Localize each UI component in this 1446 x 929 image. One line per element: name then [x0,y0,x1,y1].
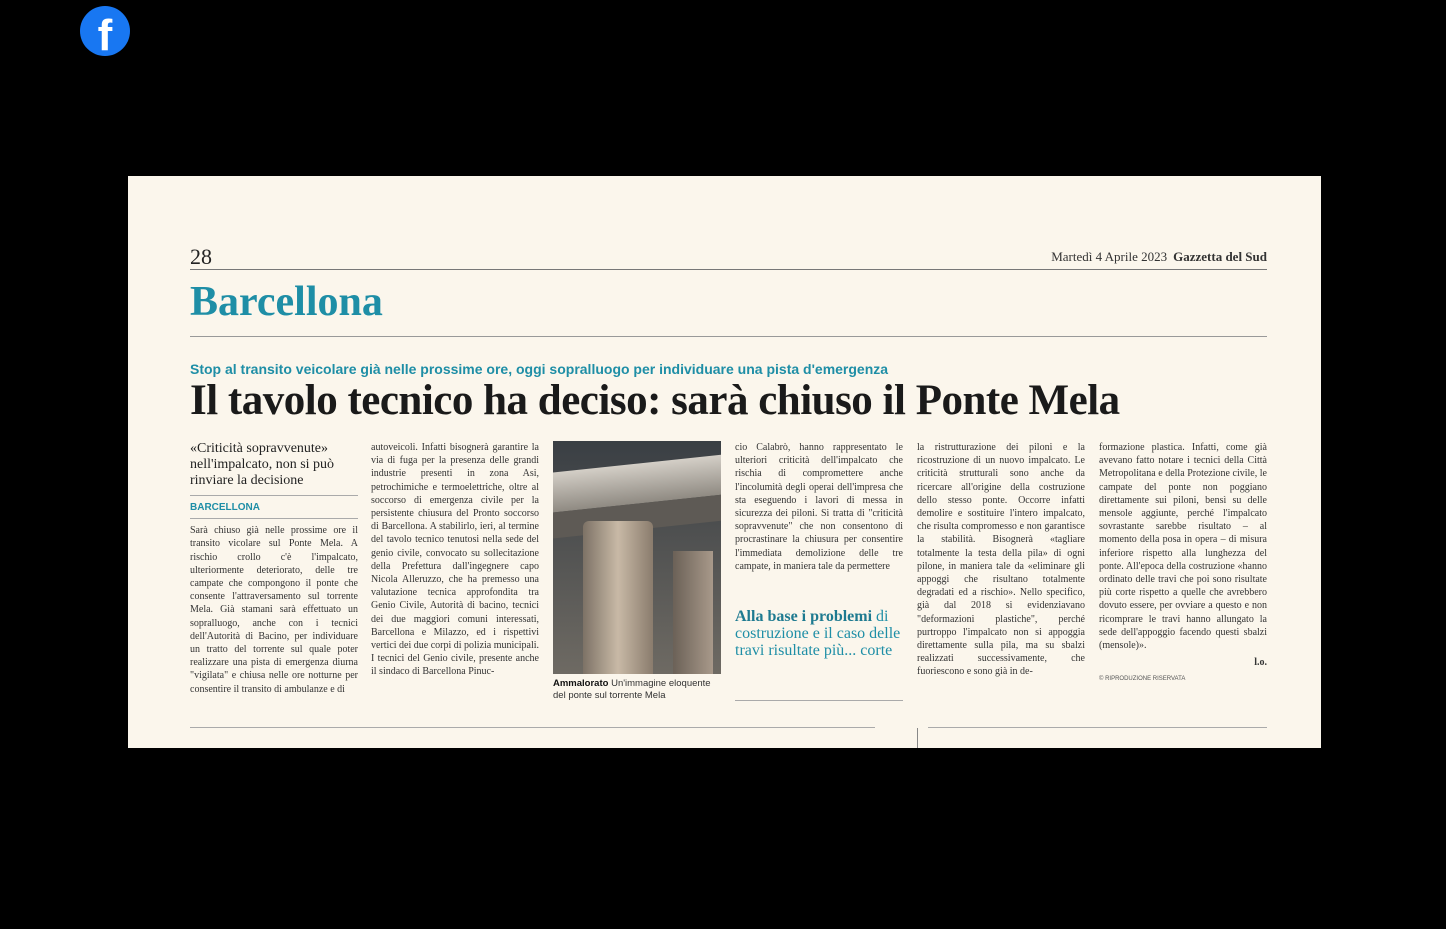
page-number: 28 [190,244,212,269]
article-column-4: cio Calabrò, hanno rappresentato le ulteriori criticità dell'impalcato che rischia di compromettere anche l'incolumità degli operai dell'impresa che sta eseguendo i lavori di messa in sicurezza dei piloni. Si tratta di "criticità sopravvenute" che non consentono di procrastinare la chiusura per consentire l'immediata demolizione delle tre campate, in maniera tale da permettere [735,442,903,572]
caption-text: Un'immagine eloquente del ponte sul torrente Mela [553,678,711,701]
article-column-2: autoveicoli. Infatti bisognerà garantire la via di fuga per la presenza delle grandi industrie presenti in zona Asi, petrochimiche e termoelettriche, oltre al soccorso di emergenza civile per la persistente chiusura del Pronto soccorso di Barcellona. A stabilirlo, ieri, al termine del tavolo tecnico tenutosi nella sede del genio civile, convocato su sollecitazione della Prefettura dall'ingegnere capo Nicola Alleruzzo, che ha premesso una valutazione tecnica approfondita tra Genio Civile, Autorità di bacino, tecnici dei due maggiori comuni interessati, Barcellona e Milazzo, ed i rispettivi vertici dei due corpi di polizia municipali. I tecnici del Genio civile, presente anche il sindaco di Barcellona Pinuc- [371,442,539,678]
masthead-date [1051,249,1267,265]
bottom-column-divider [917,728,918,748]
rights-notice: © RIPRODUZIONE RISERVATA [1099,676,1186,683]
article-column-5: la ristrutturazione dei piloni e la ricostruzione di un nuovo impalcato. Le criticità strutturali sono anche da ricercare all'origine della costruzione dello stesso ponte. Occorre infatti demolire e sostituire l'intero impalcato, che risulta compromesso e non garantisce la stabilità. Bisognerà «tagliare totalmente la testa della pila» di ogni pilone, in maniera tale da «eliminare gli appoggi che risultano totalmente degradati ed a rischio». Nello specifico, già dal 2018 si evidenziavano "deformazioni plastiche", perché purtroppo l'impalcato non si appoggia direttamente sulla pila, ma su sbalzi realizzati successivamente, che fuoriescono e sono già in de- [917,442,1085,678]
section-title: Barcellona [190,279,383,325]
article-column-1 [190,441,358,696]
article-headline: Il tavolo tecnico ha deciso: sarà chiuso il Ponte Mela [190,377,1120,424]
column-6-text: formazione plastica. Infatti, come già avevano fatto notare i tecnici della Città Metropolitana e della Protezione civile, le campate del ponte non poggiano direttamente sui piloni, bensì su delle mensole aggiunte, perché l'impalcato sovrastante sarebbe risultato – al momento della posa in opera – di misura inferiore rispetto alla lunghezza del ponte. All'epoca della costruzione «hanno ordinato delle travi che poi sono risultate più corte rispetto a quelle che avrebbero dovuto essere, per ovviare a questo e non ricomprare le travi hanno allungato la sede dell'appoggio facendo questi sbalzi (mensole)». [1099,442,1267,652]
article-dateline: BARCELLONA [190,501,358,519]
bridge-photo [553,441,721,674]
newspaper-page [128,176,1321,748]
bottom-rule-left [190,727,875,728]
summary-rule [190,495,358,496]
article-summary: «Criticità sopravvenute» nell'impalcato, non si può rinviare la decisione [190,441,335,488]
article-kicker: Stop al transito veicolare già nelle prossime ore, oggi sopralluogo per individuare una pista d'emergenza [190,361,889,377]
pull-quote [735,608,903,659]
bottom-rule-right [928,727,1267,728]
author-signature: l.o. [1254,657,1267,669]
caption-lead: Ammalorato [553,678,609,689]
publication-name: Gazzetta del Sud [1173,249,1267,264]
facebook-icon[interactable]: f [80,6,130,56]
pull-quote-first: Alla base i problemi [735,608,873,625]
pull-quote-rest: di costruzione e il caso delle travi risultate più... corte [735,608,901,659]
pull-quote-rule [735,700,903,701]
article-column-6 [1099,441,1267,687]
photo-caption [553,678,725,702]
photo-bridge-pillar [583,521,653,674]
photo-bridge-pillar-far [673,551,713,674]
section-rule [190,336,1267,337]
issue-date: Martedì 4 Aprile 2023 [1051,249,1168,264]
top-rule [190,269,1267,270]
column-1-text: Sarà chiuso già nelle prossime ore il transito vicolare sul Ponte Mela. A rischio crollo c'è l'impalcato, ulteriormente deteriorato, delle tre campate che compongono il ponte che consente l'attraversamento sul torrente Mela. Già stamani sarà effettuato un sopralluogo, anche con i tecnici dell'Autorità di Bacino, per individuare un tratto del torrente sul quale poter realizzare una pista di emergenza diurna "vigilata" e chiusa nelle ore notturne per consentire il transito di ambulanze e di [190,525,358,695]
